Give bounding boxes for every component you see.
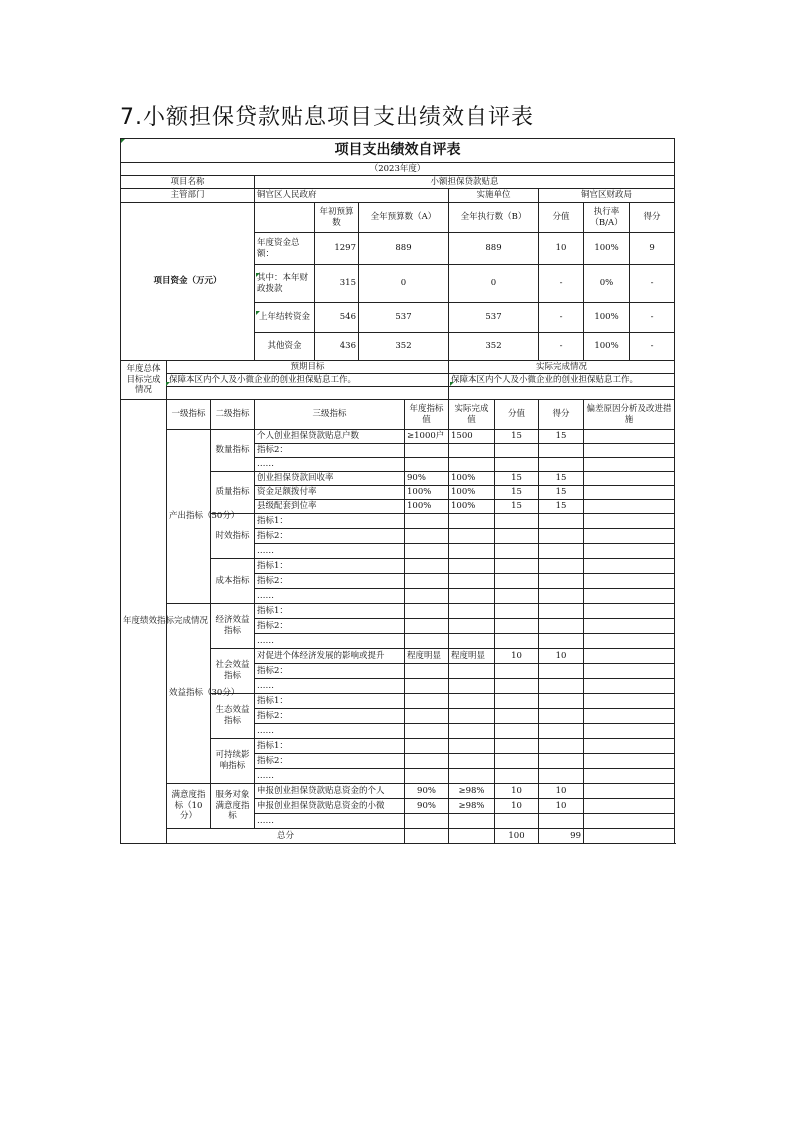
l3-ellipsis: ……	[255, 634, 405, 649]
funds-row-initial: 315	[315, 265, 359, 303]
l3-name: 对促进个体经济发展的影响或提升	[255, 649, 405, 664]
empty-cell	[405, 559, 449, 574]
empty-cell	[495, 724, 539, 739]
empty-cell	[405, 724, 449, 739]
l3-score-value: 10	[495, 799, 539, 814]
empty-cell	[539, 559, 584, 574]
l3-target: ≥1000户	[405, 430, 449, 444]
l3-actual: ≥98%	[449, 784, 495, 799]
corner-mark-icon	[450, 382, 454, 386]
funds-row-initial: 546	[315, 303, 359, 333]
funds-row-budget: 0	[359, 265, 449, 303]
empty-cell	[405, 529, 449, 544]
goals-expected-label: 预期目标	[167, 361, 449, 374]
l3-score-value: 15	[495, 472, 539, 486]
goals-actual: 保障本区内个人及小微企业的创业担保贴息工作。	[449, 374, 675, 387]
empty-cell	[405, 664, 449, 679]
l3-placeholder: 指标1：	[255, 514, 405, 529]
funds-header-rate: 执行率（B/A）	[584, 203, 630, 233]
ind-header-l2: 二级指标	[211, 400, 255, 430]
empty-cell	[449, 589, 495, 604]
empty-cell	[584, 486, 675, 500]
l1-benefit: 效益指标（30分）	[167, 604, 211, 784]
funds-row-rate: 100%	[584, 233, 630, 265]
ind-header-l3: 三级指标	[255, 400, 405, 430]
funds-row-score: -	[630, 265, 675, 303]
l3-placeholder: 指标2：	[255, 754, 405, 769]
empty-cell	[584, 544, 675, 559]
empty-cell	[584, 589, 675, 604]
l3-placeholder: 指标2：	[255, 529, 405, 544]
l2-quality: 质量指标	[211, 472, 255, 514]
l3-target: 100%	[405, 500, 449, 514]
empty-cell	[584, 679, 675, 694]
l1-output: 产出指标（50分）	[167, 430, 211, 604]
l3-ellipsis: ……	[255, 589, 405, 604]
empty-cell	[495, 769, 539, 784]
empty-cell	[539, 589, 584, 604]
funds-header-exec: 全年执行数（B）	[449, 203, 539, 233]
l3-placeholder: 指标2：	[255, 444, 405, 458]
l3-actual: 100%	[449, 500, 495, 514]
empty-cell	[405, 589, 449, 604]
funds-row-score: -	[630, 303, 675, 333]
empty-cell	[405, 444, 449, 458]
l3-placeholder: 指标2：	[255, 664, 405, 679]
empty-cell	[495, 664, 539, 679]
empty-cell	[539, 679, 584, 694]
empty-cell	[539, 458, 584, 472]
empty-cell	[584, 649, 675, 664]
funds-row-score-value: -	[539, 303, 584, 333]
empty-cell	[539, 634, 584, 649]
funds-row-budget: 889	[359, 233, 449, 265]
dept-value: 铜官区人民政府	[255, 189, 449, 203]
empty-cell	[539, 709, 584, 724]
goals-actual-label: 实际完成情况	[449, 361, 675, 374]
l2-social: 社会效益指标	[211, 649, 255, 694]
l3-actual: ≥98%	[449, 799, 495, 814]
empty-cell	[584, 574, 675, 589]
funds-row-rate: 100%	[584, 303, 630, 333]
impl-value: 铜官区财政局	[539, 189, 675, 203]
funds-header-initial: 年初预算数	[315, 203, 359, 233]
l3-name: 申报创业担保贷款贴息资金的小微	[255, 799, 405, 814]
funds-row-name: 年度资金总额：	[255, 233, 315, 265]
l2-sustainable: 可持续影响指标	[211, 739, 255, 784]
empty-cell	[539, 604, 584, 619]
empty-cell	[449, 709, 495, 724]
empty-cell	[584, 500, 675, 514]
empty-cell	[449, 458, 495, 472]
empty-cell	[584, 814, 675, 829]
empty-cell	[449, 679, 495, 694]
dept-label: 主管部门	[121, 189, 255, 203]
empty-cell	[584, 724, 675, 739]
funds-row-name: 上年结转资金	[255, 303, 315, 333]
ind-header-score-value: 分值	[495, 400, 539, 430]
l2-ecological: 生态效益指标	[211, 694, 255, 739]
empty-cell	[495, 739, 539, 754]
empty-cell	[495, 589, 539, 604]
l3-actual: 100%	[449, 472, 495, 486]
ind-header-deviation: 偏差原因分析及改进措施	[584, 400, 675, 430]
empty-cell	[495, 634, 539, 649]
empty-cell	[584, 694, 675, 709]
l3-ellipsis: ……	[255, 724, 405, 739]
empty-cell	[449, 514, 495, 529]
empty-cell	[405, 829, 449, 844]
empty-cell	[405, 514, 449, 529]
goals-label: 年度总体目标完成情况	[121, 361, 167, 400]
empty-cell	[584, 619, 675, 634]
funds-row-score: -	[630, 333, 675, 361]
funds-row-exec: 0	[449, 265, 539, 303]
funds-header-score-value: 分值	[539, 203, 584, 233]
funds-header-budget: 全年预算数（A）	[359, 203, 449, 233]
empty-cell	[449, 739, 495, 754]
goals-expected: 保障本区内个人及小微企业的创业担保贴息工作。	[167, 374, 449, 387]
total-label: 总分	[167, 829, 405, 844]
empty-cell	[584, 664, 675, 679]
l3-score: 15	[539, 430, 584, 444]
l3-target: 90%	[405, 472, 449, 486]
empty-cell	[495, 619, 539, 634]
empty-cell	[495, 709, 539, 724]
empty-cell	[584, 739, 675, 754]
empty-cell	[449, 664, 495, 679]
empty-cell	[495, 604, 539, 619]
l3-actual: 100%	[449, 486, 495, 500]
empty-cell	[405, 694, 449, 709]
l3-placeholder: 指标2：	[255, 619, 405, 634]
empty-cell	[584, 514, 675, 529]
corner-mark-icon	[256, 311, 260, 315]
empty-cell	[584, 799, 675, 814]
ind-header-l1: 一级指标	[167, 400, 211, 430]
empty-cell	[449, 754, 495, 769]
empty-cell	[405, 739, 449, 754]
l3-score-value: 10	[495, 784, 539, 799]
empty-cell	[495, 574, 539, 589]
funds-row-budget: 537	[359, 303, 449, 333]
empty-cell	[495, 444, 539, 458]
l3-score: 15	[539, 486, 584, 500]
l3-score: 15	[539, 500, 584, 514]
empty-cell	[539, 544, 584, 559]
empty-cell	[539, 739, 584, 754]
l2-economic: 经济效益指标	[211, 604, 255, 649]
empty-cell	[584, 769, 675, 784]
empty-cell	[584, 472, 675, 486]
performance-table	[120, 138, 675, 844]
empty-cell	[405, 769, 449, 784]
empty-cell	[449, 574, 495, 589]
empty-cell	[539, 814, 584, 829]
empty-cell	[405, 458, 449, 472]
empty-cell	[449, 814, 495, 829]
l3-ellipsis: ……	[255, 458, 405, 472]
empty-cell	[449, 634, 495, 649]
ind-header-actual: 实际完成值	[449, 400, 495, 430]
empty-cell	[539, 769, 584, 784]
funds-row-exec: 889	[449, 233, 539, 265]
l1-satisfaction: 满意度指标（10分）	[167, 784, 211, 829]
empty-cell	[449, 829, 495, 844]
empty-cell	[405, 634, 449, 649]
l3-score-value: 15	[495, 430, 539, 444]
funds-row-name: 其他资金	[255, 333, 315, 361]
l3-placeholder: 指标1：	[255, 604, 405, 619]
l3-target: 程度明显	[405, 649, 449, 664]
empty-cell	[405, 604, 449, 619]
empty-cell	[539, 574, 584, 589]
empty-cell	[449, 544, 495, 559]
l2-timeliness: 时效指标	[211, 514, 255, 559]
empty-cell	[584, 634, 675, 649]
l3-target: 90%	[405, 799, 449, 814]
l3-actual: 1500	[449, 430, 495, 444]
l3-name: 个人创业担保贷款贴息户数	[255, 430, 405, 444]
ind-header-target: 年度指标值	[405, 400, 449, 430]
empty-cell	[539, 664, 584, 679]
empty-cell	[584, 784, 675, 799]
funds-row-score-value: -	[539, 265, 584, 303]
goals-actual-blank	[449, 387, 675, 400]
empty-cell	[539, 619, 584, 634]
empty-cell	[495, 529, 539, 544]
l3-placeholder: 指标2：	[255, 574, 405, 589]
empty-cell	[495, 514, 539, 529]
l2-quantity: 数量指标	[211, 430, 255, 472]
l3-name: 县级配套到位率	[255, 500, 405, 514]
corner-mark-icon	[121, 139, 125, 143]
empty-cell	[584, 444, 675, 458]
empty-cell	[539, 694, 584, 709]
funds-row-name: 其中：本年财政拨款	[255, 265, 315, 303]
project-name: 小额担保贷款贴息	[255, 176, 675, 189]
indicators-label: 年度绩效指标完成情况	[121, 400, 167, 844]
table-year: （2023年度）	[121, 163, 675, 176]
empty-cell	[495, 814, 539, 829]
empty-cell	[495, 458, 539, 472]
funds-row-exec: 537	[449, 303, 539, 333]
empty-cell	[405, 574, 449, 589]
impl-label: 实施单位	[449, 189, 539, 203]
empty-cell	[495, 679, 539, 694]
l3-name: 创业担保贷款回收率	[255, 472, 405, 486]
l3-placeholder: 指标1：	[255, 739, 405, 754]
funds-row-exec: 352	[449, 333, 539, 361]
funds-row-score: 9	[630, 233, 675, 265]
goals-expected-blank	[167, 387, 449, 400]
l3-ellipsis: ……	[255, 544, 405, 559]
empty-cell	[584, 829, 675, 844]
l3-score: 10	[539, 784, 584, 799]
l3-name: 资金足额拨付率	[255, 486, 405, 500]
empty-cell	[449, 694, 495, 709]
empty-cell	[539, 724, 584, 739]
empty-cell	[449, 769, 495, 784]
empty-cell	[449, 604, 495, 619]
empty-cell	[495, 694, 539, 709]
l3-ellipsis: ……	[255, 814, 405, 829]
funds-row-score-value: 10	[539, 233, 584, 265]
funds-row-score-value: -	[539, 333, 584, 361]
l3-score-value: 15	[495, 500, 539, 514]
empty-cell	[584, 529, 675, 544]
funds-header-blank	[255, 203, 315, 233]
empty-cell	[495, 544, 539, 559]
funds-row-initial: 436	[315, 333, 359, 361]
empty-cell	[449, 619, 495, 634]
l3-name: 申报创业担保贷款贴息资金的个人	[255, 784, 405, 799]
l3-score: 10	[539, 649, 584, 664]
empty-cell	[405, 544, 449, 559]
l3-score: 15	[539, 472, 584, 486]
empty-cell	[405, 619, 449, 634]
empty-cell	[405, 814, 449, 829]
total-score-value: 100	[495, 829, 539, 844]
empty-cell	[584, 458, 675, 472]
empty-cell	[495, 559, 539, 574]
table-title: 项目支出绩效自评表	[121, 139, 675, 163]
funds-row-rate: 0%	[584, 265, 630, 303]
funds-label: 项目资金（万元）	[121, 203, 255, 361]
l3-placeholder: 指标2：	[255, 709, 405, 724]
empty-cell	[584, 754, 675, 769]
l3-score-value: 15	[495, 486, 539, 500]
funds-row-budget: 352	[359, 333, 449, 361]
empty-cell	[449, 444, 495, 458]
l3-ellipsis: ……	[255, 679, 405, 694]
empty-cell	[495, 754, 539, 769]
empty-cell	[584, 559, 675, 574]
corner-mark-icon	[256, 273, 260, 277]
empty-cell	[584, 604, 675, 619]
l3-placeholder: 指标1：	[255, 559, 405, 574]
l3-actual: 程度明显	[449, 649, 495, 664]
empty-cell	[449, 529, 495, 544]
l2-cost: 成本指标	[211, 559, 255, 604]
funds-row-initial: 1297	[315, 233, 359, 265]
project-name-label: 项目名称	[121, 176, 255, 189]
total-score: 99	[539, 829, 584, 844]
empty-cell	[405, 709, 449, 724]
document-title: 7.小额担保贷款贴息项目支出绩效自评表	[120, 105, 534, 130]
l3-score: 10	[539, 799, 584, 814]
l3-placeholder: 指标1：	[255, 694, 405, 709]
l3-deviation	[584, 430, 675, 444]
empty-cell	[539, 444, 584, 458]
empty-cell	[584, 709, 675, 724]
empty-cell	[539, 754, 584, 769]
l3-score-value: 10	[495, 649, 539, 664]
l3-target: 90%	[405, 784, 449, 799]
empty-cell	[539, 514, 584, 529]
corner-mark-icon	[166, 382, 170, 386]
funds-row-rate: 100%	[584, 333, 630, 361]
l3-target: 100%	[405, 486, 449, 500]
ind-header-score: 得分	[539, 400, 584, 430]
funds-header-score: 得分	[630, 203, 675, 233]
empty-cell	[539, 529, 584, 544]
empty-cell	[405, 679, 449, 694]
l3-ellipsis: ……	[255, 769, 405, 784]
empty-cell	[449, 559, 495, 574]
empty-cell	[405, 754, 449, 769]
empty-cell	[449, 724, 495, 739]
l2-service: 服务对象满意度指标	[211, 784, 255, 829]
